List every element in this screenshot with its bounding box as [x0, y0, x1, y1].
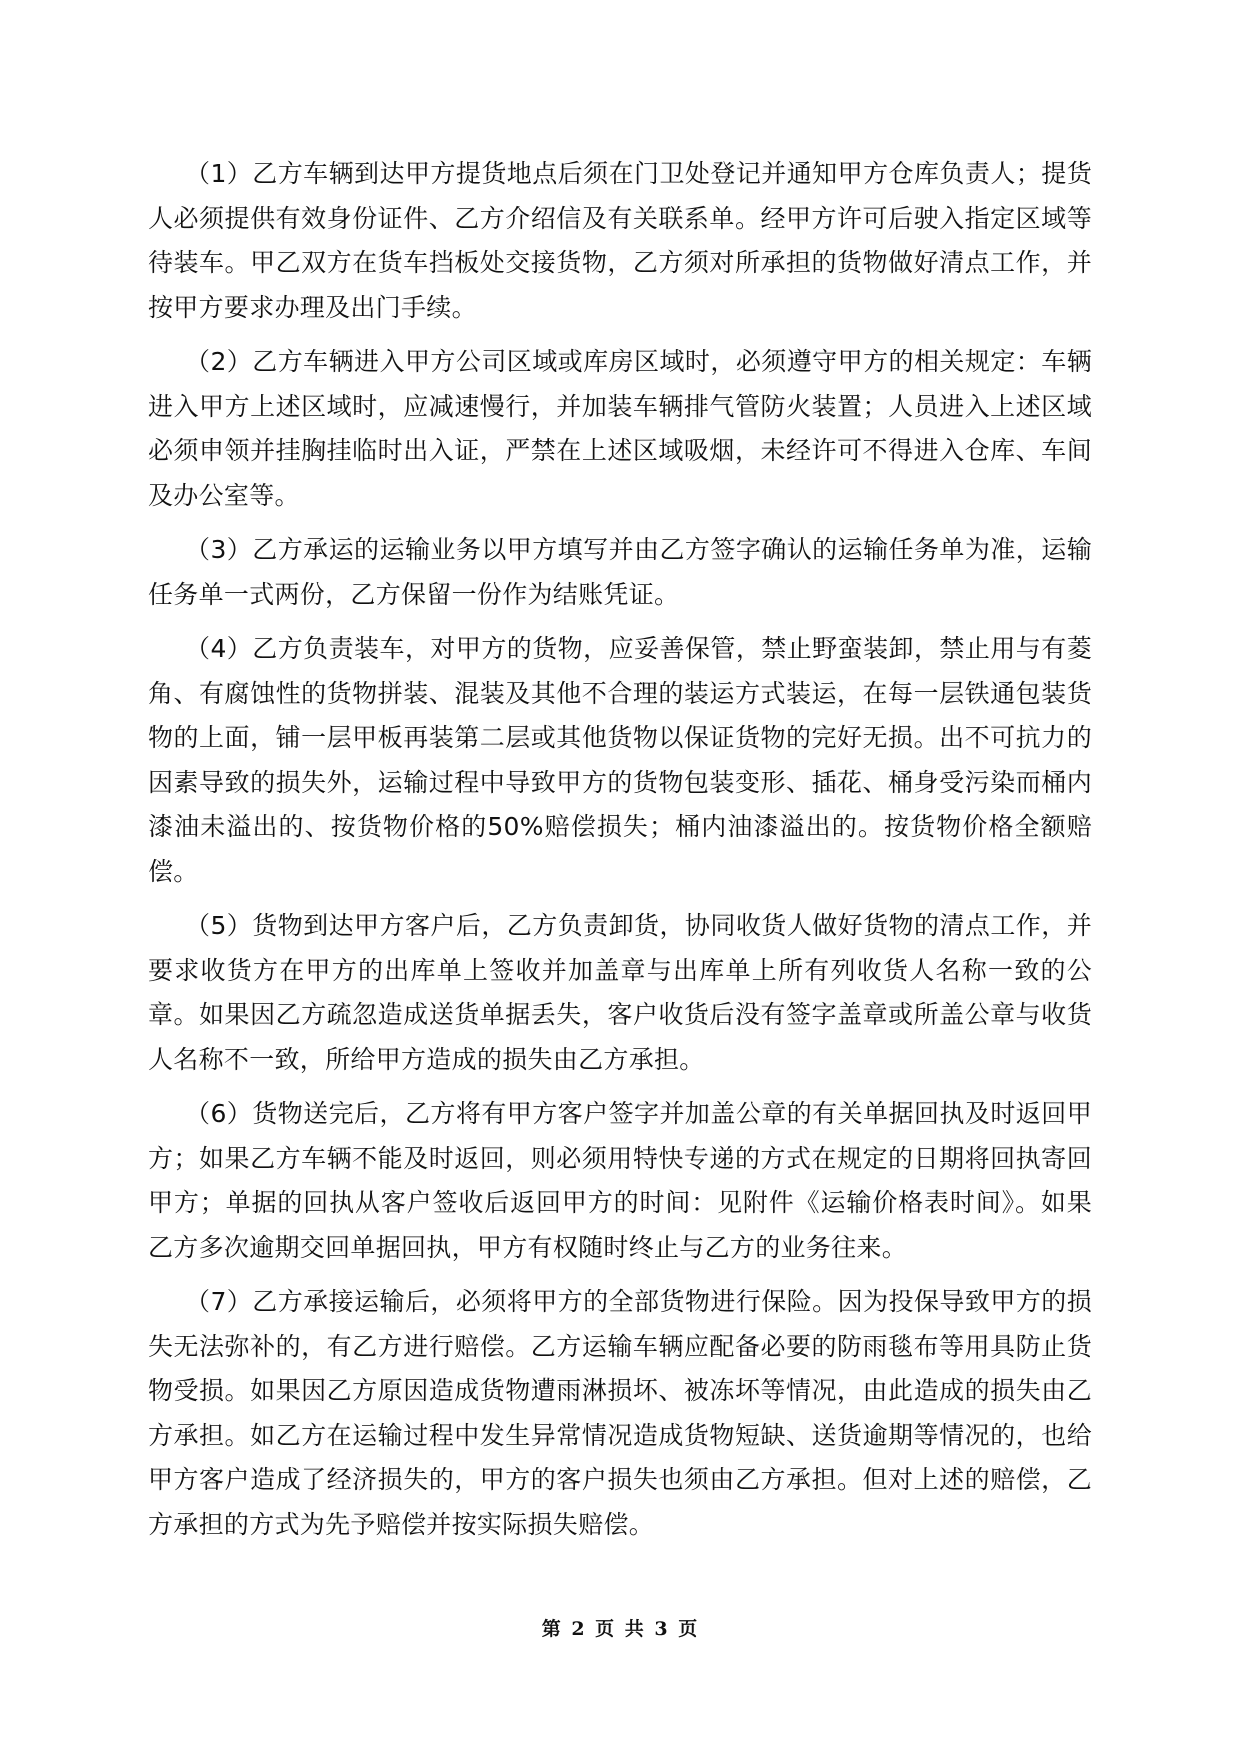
clause-paragraph-1: （1）乙方车辆到达甲方提货地点后须在门卫处登记并通知甲方仓库负责人；提货人必须提供有效身份证件、乙方介绍信及有关联系单。经甲方许可后驶入指定区域等待装车。甲乙双方在货车挡板处交接货物，乙方须对所承担的货物做好清点工作，并按甲方要求办理及出门手续。 — [148, 159, 1092, 322]
clause-paragraph-5: （5）货物到达甲方客户后，乙方负责卸货，协同收货人做好货物的清点工作，并要求收货方在甲方的出库单上签收并加盖章与出库单上所有列收货人名称一致的公章。如果因乙方疏忽造成送货单据丢失，客户收货后没有签字盖章或所盖公章与收货人名称不一致，所给甲方造成的损失由乙方承担。 — [148, 911, 1092, 1074]
document-body — [148, 152, 1092, 1557]
clause-paragraph-7: （7）乙方承接运输后，必须将甲方的全部货物进行保险。因为投保导致甲方的损失无法弥补的，有乙方进行赔偿。乙方运输车辆应配备必要的防雨毯布等用具防止货物受损。如果因乙方原因造成货物遭雨淋损坏、被冻坏等情况，由此造成的损失由乙方承担。如乙方在运输过程中发生异常情况造成货物短缺、送货逾期等情况的，也给甲方客户造成了经济损失的，甲方的客户损失也须由乙方承担。但对上述的赔偿，乙方承担的方式为先予赔偿并按实际损失赔偿。 — [148, 1287, 1092, 1539]
page-number-footer: 第 2 页 共 3 页 — [541, 1618, 700, 1640]
clause-paragraph-6: （6）货物送完后，乙方将有甲方客户签字并加盖公章的有关单据回执及时返回甲方；如果乙方车辆不能及时返回，则必须用特快专递的方式在规定的日期将回执寄回甲方；单据的回执从客户签收后返回甲方的时间：见附件《运输价格表时间》。如果乙方多次逾期交回单据回执，甲方有权随时终止与乙方的业务往来。 — [148, 1099, 1092, 1262]
clause-paragraph-4: （4）乙方负责装车，对甲方的货物，应妥善保管，禁止野蛮装卸，禁止用与有菱角、有腐蚀性的货物拼装、混装及其他不合理的装运方式装运，在每一层铁通包装货物的上面，铺一层甲板再装第二层或其他货物以保证货物的完好无损。出不可抗力的因素导致的损失外，运输过程中导致甲方的货物包装变形、插花、桶身受污染而桶内漆油未溢出的、按货物价格的50%赔偿损失；桶内油漆溢出的。按货物价格全额赔偿。 — [148, 634, 1092, 886]
clause-paragraph-2: （2）乙方车辆进入甲方公司区域或库房区域时，必须遵守甲方的相关规定：车辆进入甲方上述区域时，应减速慢行，并加装车辆排气管防火装置；人员进入上述区域必须申领并挂胸挂临时出入证，严禁在上述区域吸烟，未经许可不得进入仓库、车间及办公室等。 — [148, 347, 1092, 510]
clause-paragraph-3: （3）乙方承运的运输业务以甲方填写并由乙方签字确认的运输任务单为准，运输任务单一式两份，乙方保留一份作为结账凭证。 — [148, 535, 1092, 609]
